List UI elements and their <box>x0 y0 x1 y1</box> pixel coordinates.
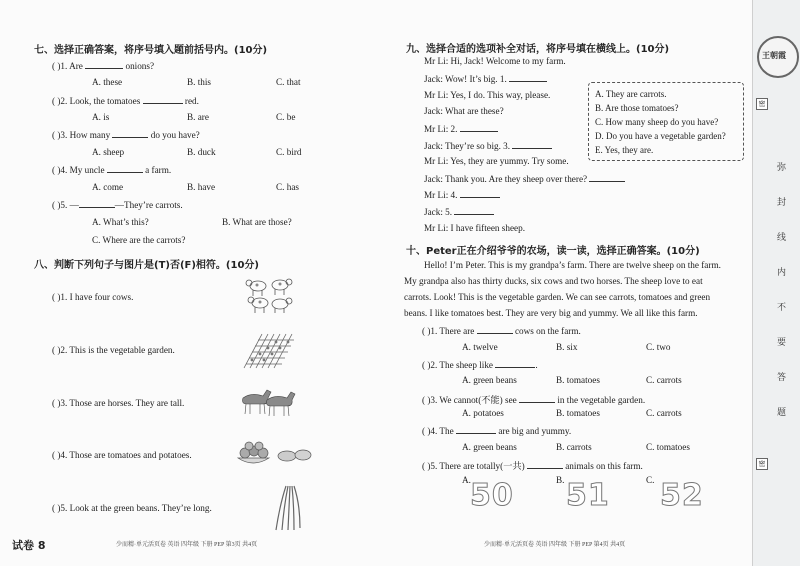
dialog-options-box <box>588 82 744 161</box>
judge-item-2: ( )2. This is the vegetable garden. <box>52 345 175 355</box>
judge-item-4: ( )4. Those are tomatoes and potatoes. <box>52 450 192 460</box>
option: A. green beans <box>462 442 517 452</box>
stamp-text: 王朝霞 <box>762 51 786 60</box>
judge-item-1: ( )1. I have four cows. <box>52 292 134 302</box>
page-tag: 试卷 8 <box>12 539 46 552</box>
option: C. be <box>276 112 296 122</box>
option: C. bird <box>276 147 302 157</box>
dialog-option: A. They are carrots. <box>595 89 667 99</box>
option: A. <box>462 475 471 485</box>
option: A. sheep <box>92 147 125 157</box>
dialog-line-9: Mr Li: 4. <box>424 189 500 200</box>
dialog-line-5: Mr Li: 2. <box>424 123 498 134</box>
option: C. carrots <box>646 408 682 418</box>
option: B. are <box>187 112 209 122</box>
option: B. tomatoes <box>556 408 600 418</box>
binding-char: 答 <box>777 373 787 383</box>
number-51: 51 <box>566 478 610 513</box>
option: C. Where are the carrots? <box>92 235 186 245</box>
option: A. is <box>92 112 110 122</box>
question-10-5: ( )5. There are totally(一共) animals on this farm. <box>422 461 643 471</box>
question-7-1: ( )1. Are onions? <box>52 61 155 71</box>
binding-char: 不 <box>777 303 787 313</box>
option: A. come <box>92 182 124 192</box>
option: A. green beans <box>462 375 517 385</box>
question-7-5: ( )5. — —They’re carrots. <box>52 200 183 210</box>
question-7-3: ( )3. How many do you have? <box>52 130 200 140</box>
judge-item-5: ( )5. Look at the green beans. They’re long. <box>52 503 212 513</box>
option: C. two <box>646 342 671 352</box>
section-7-title: 七、选择正确答案，将序号填入题前括号内。(10分) <box>34 45 268 56</box>
option: B. six <box>556 342 578 352</box>
option: B. this <box>187 77 211 87</box>
dialog-line-11: Mr Li: I have fifteen sheep. <box>424 223 526 233</box>
option: A. these <box>92 77 123 87</box>
binding-char: 线 <box>777 233 787 243</box>
binding-char: 封 <box>777 198 787 208</box>
dialog-line-2: Jack: Wow! It’s big. 1. <box>424 73 547 84</box>
passage-line: My grandpa also has thirty ducks, six cows and two horses. The sheep love to eat <box>404 276 703 286</box>
section-10-title: 十、Peter正在介绍爷爷的农场，读一读，选择正确答案。(10分) <box>406 246 700 257</box>
judge-item-3: ( )3. Those are horses. They are tall. <box>52 398 185 408</box>
option: B. What are those? <box>222 217 292 227</box>
option: B. tomatoes <box>556 375 600 385</box>
binding-char: 要 <box>777 338 787 348</box>
number-50: 50 <box>470 478 514 513</box>
cows-picture <box>244 272 296 314</box>
green-beans-picture <box>270 484 304 532</box>
left-footer: 少而精·单元活页卷 英语 四年级 下册 PEP 第3页 共4页 <box>116 542 258 548</box>
binding-char: 题 <box>777 408 787 418</box>
option: A. What’s this? <box>92 217 149 227</box>
question-10-2: ( )2. The sheep like . <box>422 360 538 370</box>
passage-line: beans. I like tomatoes best. They are very big and yummy. We all like this farm. <box>404 308 698 318</box>
passage-line: Hello! I’m Peter. This is my grandpa’s farm. There are twelve sheep on the farm. <box>424 260 721 270</box>
question-7-4: ( )4. My uncle a farm. <box>52 165 172 175</box>
option: C. has <box>276 182 299 192</box>
dialog-option: C. How many sheep do you have? <box>595 117 719 127</box>
seal-mark-top: 密 <box>756 98 768 110</box>
option: C. <box>646 475 655 485</box>
option: A. potatoes <box>462 408 504 418</box>
binding-char: 弥 <box>777 163 787 173</box>
dialog-line-10: Jack: 5. <box>424 206 494 217</box>
dialog-line-8: Jack: Thank you. Are they sheep over there? <box>424 173 625 184</box>
section-8-title: 八、判断下列句子与图片是(T)否(F)相符。(10分) <box>34 260 259 271</box>
dialog-line-7: Mr Li: Yes, they are yummy. Try some. <box>424 156 569 166</box>
binding-margin <box>752 0 800 566</box>
dialog-option: D. Do you have a vegetable garden? <box>595 131 726 141</box>
question-10-3: ( )3. We cannot(不能) see in the vegetable garden. <box>422 395 646 405</box>
dialog-line-1: Mr Li: Hi, Jack! Welcome to my farm. <box>424 56 566 66</box>
question-10-4: ( )4. The are big and yummy. <box>422 426 572 436</box>
right-footer: 少而精·单元活页卷 英语 四年级 下册 PEP 第4页 共4页 <box>484 542 626 548</box>
dialog-line-6: Jack: They’re so big. 3. <box>424 140 552 151</box>
option: A. twelve <box>462 342 498 352</box>
section-9-title: 九、选择合适的选项补全对话，将序号填在横线上。(10分) <box>406 44 670 55</box>
vegetable-garden-picture <box>242 330 296 370</box>
option: C. tomatoes <box>646 442 690 452</box>
binding-char: 内 <box>777 268 787 278</box>
option: C. carrots <box>646 375 682 385</box>
number-52: 52 <box>660 478 704 513</box>
dialog-line-4: Jack: What are these? <box>424 106 504 116</box>
horses-picture <box>237 384 303 418</box>
option: B. <box>556 475 565 485</box>
option: B. duck <box>187 147 216 157</box>
question-7-2: ( )2. Look, the tomatoes red. <box>52 96 199 106</box>
option: B. have <box>187 182 216 192</box>
dialog-option: E. Yes, they are. <box>595 145 654 155</box>
dialog-line-3: Mr Li: Yes, I do. This way, please. <box>424 90 551 100</box>
seal-mark-bottom: 密 <box>756 458 768 470</box>
passage-line: carrots. Look! This is the vegetable garden. We can see carrots, tomatoes and green <box>404 292 711 302</box>
option: B. carrots <box>556 442 592 452</box>
tomatoes-potatoes-picture <box>235 438 315 468</box>
question-10-1: ( )1. There are cows on the farm. <box>422 326 581 336</box>
option: C. that <box>276 77 301 87</box>
dialog-option: B. Are those tomatoes? <box>595 103 679 113</box>
